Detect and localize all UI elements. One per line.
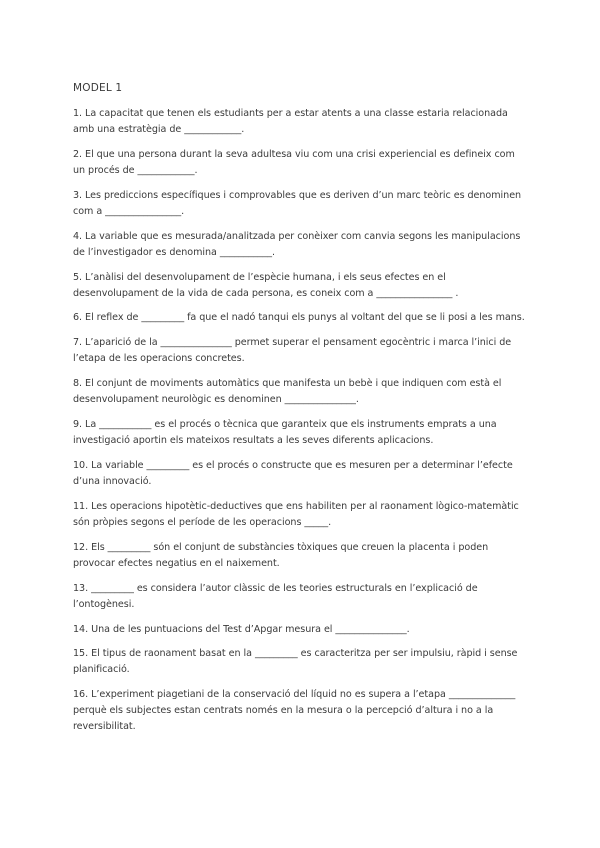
- question-item: 5. L’anàlisi del desenvolupament de l’espècie humana, i els seus efectes en el desenvolupament de la vida de cada persona, es coneix com a ________________ .: [73, 271, 459, 299]
- question-item: 3. Les prediccions específiques i comprovables que es deriven d’un marc teòric es denominen com a ________________.: [73, 189, 522, 217]
- question-item: 11. Les operacions hipotètic-deductives que ens habiliten per al raonament lògico-matemàtic són pròpies segons el període de les operacions _____.: [73, 500, 519, 528]
- question-item: 15. El tipus de raonament basat en la _________ es caracteritza per ser impulsiu, ràpid i sense planificació.: [73, 648, 518, 676]
- question-item: 13. _________ es considera l’autor clàssic de les teories estructurals en l’explicació de l’ontogènesi.: [73, 582, 478, 610]
- question-item: 9. La ___________ es el procés o tècnica que garanteix que els instruments emprats a una investigació aportin els mateixos resultats a les seves diferents aplicacions.: [73, 419, 497, 447]
- question-item: 10. La variable _________ es el procés o constructe que es mesuren per a determinar l’efecte d’una innovació.: [73, 460, 513, 488]
- question-item: 7. L’aparició de la _______________ permet superar el pensament egocèntric i marca l’inici de l’etapa de les operacions concretes.: [73, 337, 512, 365]
- document-page: [73, 82, 529, 744]
- question-item: 8. El conjunt de moviments automàtics que manifesta un bebè i que indiquen com està el desenvolupament neurològic es denominen _______________.: [73, 378, 502, 406]
- question-item: 4. La variable que es mesurada/analitzada per conèixer com canvia segons les manipulacions de l’investigador es denomina ___________.: [73, 230, 521, 258]
- question-item: 1. La capacitat que tenen els estudiants per a estar atents a una classe estaria relacionada amb una estratègia de ____________.: [73, 108, 508, 135]
- question-item: 16. L’experiment piagetiani de la conservació del líquid no es supera a l’etapa ______________ perquè els subjectes estan centrats només en la mesura o la percepció d’altura i no a la reversibilitat.: [73, 689, 516, 733]
- question-item: 12. Els _________ són el conjunt de substàncies tòxiques que creuen la placenta i poden provocar efectes negatius en el naixement.: [73, 541, 489, 569]
- document-title: MODEL 1: [73, 82, 123, 94]
- question-item: 6. El reflex de _________ fa que el nadó tanqui els punys al voltant del que se li posi a les mans.: [73, 312, 525, 324]
- question-item: 2. El que una persona durant la seva adultesa viu com una crisi experiencial es defineix com un procés de ____________.: [73, 148, 515, 176]
- question-item: 14. Una de les puntuacions del Test d’Apgar mesura el _______________.: [73, 623, 410, 635]
